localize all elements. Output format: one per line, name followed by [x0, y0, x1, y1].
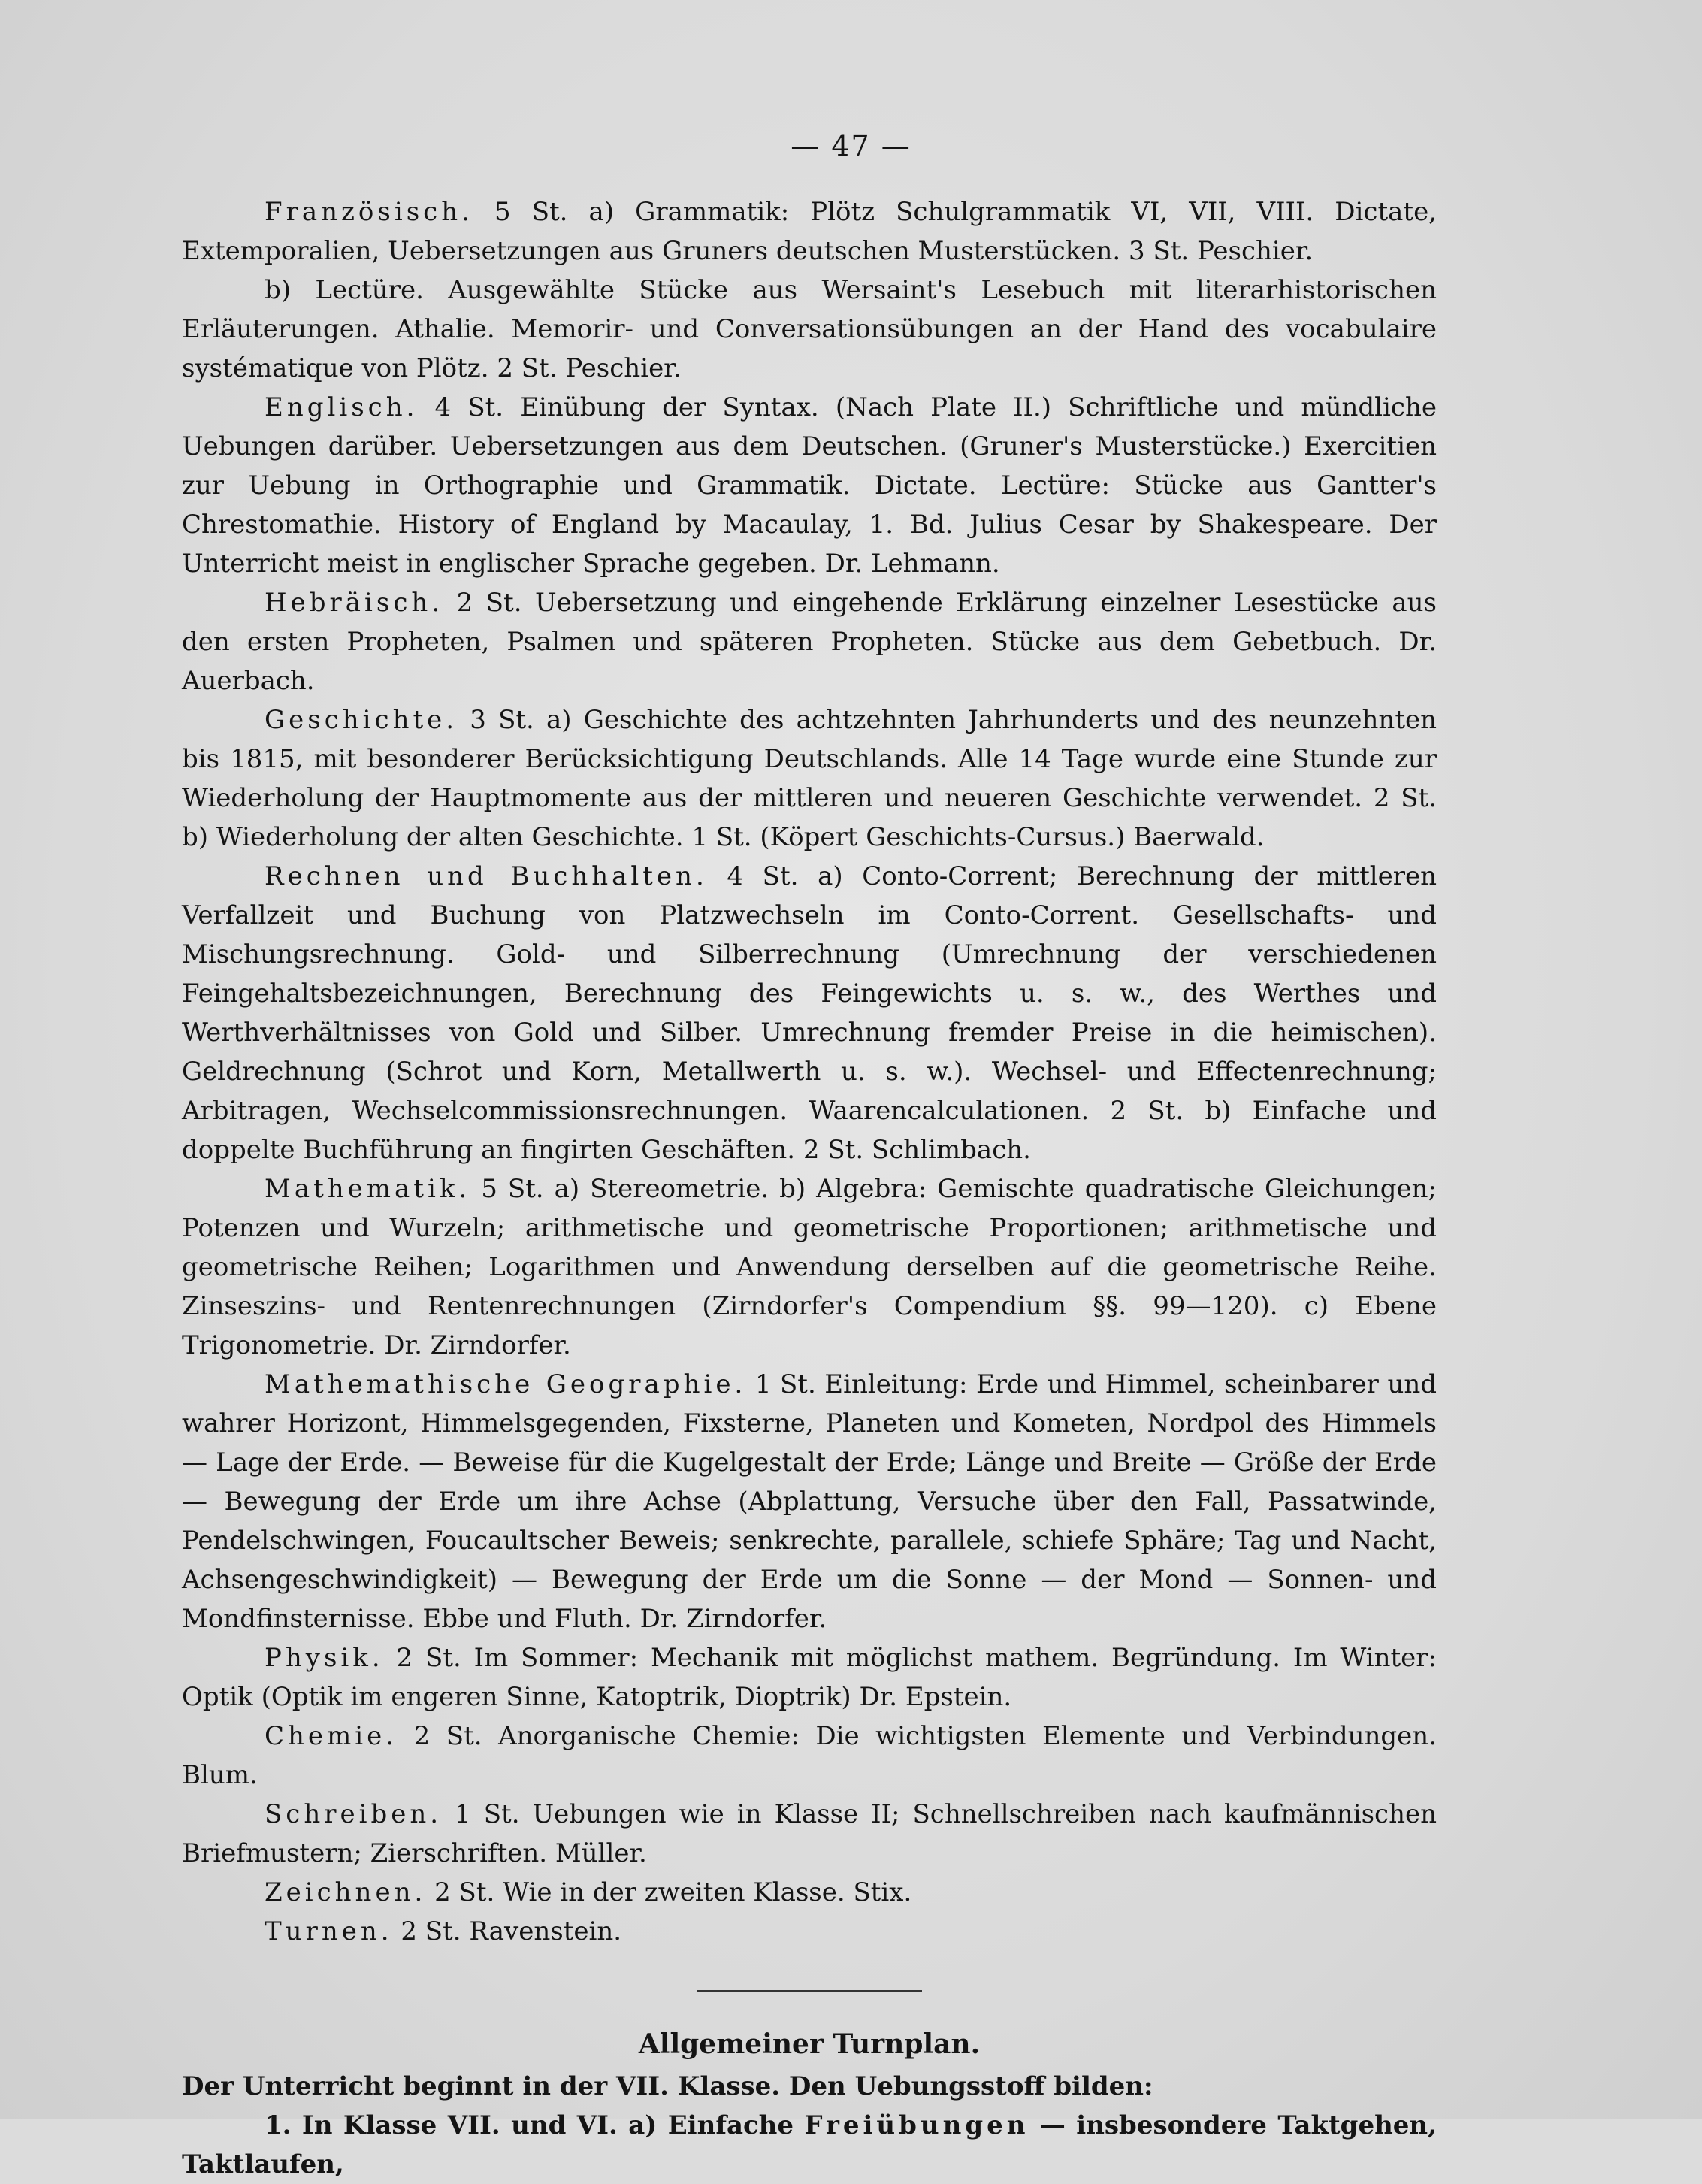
- body-text: [182, 192, 1437, 2184]
- paragraph-text: 1 St. Einleitung: Erde und Himmel, scheinbarer und wahrer Horizont, Himmelsgegenden, Fixsterne, Planeten und Kometen, Nordpol des Himmels — Lage der Erde. — Beweise für die Kugelgestalt der Erde; Länge und Breite — Größe der Erde — Bewegung der Erde um ihre Achse (Abplattung, Versuche über den Fall, Passatwinde, Pendelschwingen, Foucaultscher Beweis; senkrechte, parallele, schiefe Sphäre; Tag und Nacht, Achsengeschwindigkeit) — Bewegung der Erde um die Sonne — der Mond — Sonnen- und Mondfinsternisse. Ebbe und Fluth. Dr. Zirndorfer.: [182, 1369, 1437, 1634]
- subject-label: Zeichnen.: [265, 1877, 427, 1907]
- paragraph-text: 3 St. a) Geschichte des achtzehnten Jahrhunderts und des neunzehnten bis 1815, mit besonderer Berücksichtigung Deutschlands. Alle 14 Tage wurde eine Stunde zur Wiederholung der Hauptmomente aus der mittleren und neueren Geschichte verwendet. 2 St. b) Wiederholung der alten Geschichte. 1 St. (Köpert Geschichts-Cursus.) Baerwald.: [182, 705, 1437, 852]
- paragraph-text: 5 St. a) Grammatik: Plötz Schulgrammatik VI, VII, VIII. Dictate, Extemporalien, Uebersetzungen aus Gruners deutschen Musterstücken. 3 St. Peschier.: [182, 197, 1437, 266]
- subject-label: Hebräisch.: [265, 588, 444, 618]
- paragraph-schreiben: [182, 1795, 1437, 1873]
- paragraph-zeichnen: [182, 1873, 1437, 1912]
- subject-label: Chemie.: [265, 1721, 398, 1751]
- paragraph-text: 4 St. Einübung der Syntax. (Nach Plate II.) Schriftliche und mündliche Uebungen darüber. Uebersetzungen aus dem Deutschen. (Gruner's Musterstücke.) Exercitien zur Uebung in Orthographie und Grammatik. Dictate. Lectüre: Stücke aus Gantter's Chrestomathie. History of England by Macaulay, 1. Bd. Julius Cesar by Shakespeare. Der Unterricht meist in englischer Sprache gegeben. Dr. Lehmann.: [182, 392, 1437, 579]
- paragraph-franzoesisch: [182, 192, 1437, 271]
- subject-label: Rechnen und Buchhalten.: [265, 861, 708, 891]
- paragraph-text: b) Lectüre. Ausgewählte Stücke aus Wersaint's Lesebuch mit literarhistorischen Erläuterungen. Athalie. Memorir- und Conversationsübungen an der Hand des vocabulaire systématique von Plötz. 2 St. Peschier.: [182, 275, 1437, 383]
- paragraph-text: 4 St. a) Conto-Corrent; Berechnung der mittleren Verfallzeit und Buchung von Platzwechseln im Conto-Corrent. Gesellschafts- und Mischungsrechnung. Gold- und Silberrechnung (Umrechnung der verschiedenen Feingehaltsbezeichnungen, Berechnung des Feingewichts u. s. w., des Werthes und Werthverhältnisses von Gold und Silber. Umrechnung fremder Preise in die heimischen). Geldrechnung (Schrot und Korn, Metallwerth u. s. w.). Wechsel- und Effectenrechnung; Arbitragen, Wechselcommissionsrechnungen. Waarencalculationen. 2 St. b) Einfache und doppelte Buchführung an fingirten Geschäften. 2 St. Schlimbach.: [182, 861, 1437, 1165]
- paragraph-geographie: [182, 1365, 1437, 1638]
- subject-label: Turnen.: [265, 1916, 393, 1947]
- subject-label: Englisch.: [265, 392, 419, 422]
- paragraph-text: 2 St. Anorganische Chemie: Die wichtigsten Elemente und Verbindungen. Blum.: [182, 1721, 1437, 1790]
- section-divider: [697, 1990, 922, 1992]
- paragraph-text: 2 St. Wie in der zweiten Klasse. Stix.: [426, 1877, 912, 1907]
- subject-label: Physik.: [265, 1643, 384, 1673]
- paragraph-franzoesisch-lectuere: [182, 271, 1437, 388]
- turnplan-item-tail: — insbesondere Taktgehen, Taktlaufen,: [182, 2110, 1437, 2179]
- turnplan-intro: Der Unterricht beginnt in der VII. Klasse. Den Uebungsstoff bilden:: [182, 2071, 1153, 2101]
- section-heading: Allgemeiner Turnplan.: [638, 2028, 981, 2060]
- paragraph-text: 5 St. a) Stereometrie. b) Algebra: Gemischte quadratische Gleichungen; Potenzen und Wurzeln; arithmetische und geometrische Proportionen; arithmetische und geometrische Reihen; Logarithmen und Anwendung derselben auf die geometrische Reihe. Zinseszins- und Rentenrechnungen (Zirndorfer's Compendium §§. 99—120). c) Ebene Trigonometrie. Dr. Zirndorfer.: [182, 1174, 1437, 1360]
- paragraph-text: 2 St. Ravenstein.: [392, 1916, 622, 1947]
- subject-label: Französisch.: [265, 197, 473, 227]
- paragraph-text: 2 St. Uebersetzung und eingehende Erklärung einzelner Lesestücke aus den ersten Propheten, Psalmen und späteren Propheten. Stücke aus dem Gebetbuch. Dr. Auerbach.: [182, 588, 1437, 696]
- subject-label: Mathemathische Geographie.: [265, 1369, 747, 1399]
- paragraph-mathematik: [182, 1169, 1437, 1365]
- subject-label: Mathematik.: [265, 1174, 471, 1204]
- paragraph-text: 1 St. Uebungen wie in Klasse II; Schnellschreiben nach kaufmännischen Briefmustern; Zierschriften. Müller.: [182, 1799, 1437, 1868]
- subject-label: Schreiben.: [265, 1799, 443, 1829]
- paragraph-rechnen: [182, 857, 1437, 1169]
- subject-label: Geschichte.: [265, 705, 458, 735]
- turnplan-item-term: Freiübungen: [804, 2110, 1029, 2140]
- paragraph-chemie: [182, 1717, 1437, 1795]
- paragraph-hebraeisch: [182, 583, 1437, 700]
- page-number: — 47 —: [791, 129, 911, 162]
- turnplan-item-lead: 1. In Klasse VII. und VI. a) Einfache: [265, 2110, 805, 2140]
- turnplan-item: [182, 2106, 1437, 2184]
- paragraph-englisch: [182, 388, 1437, 583]
- paragraph-turnen: [182, 1912, 1437, 1951]
- paragraph-geschichte: [182, 700, 1437, 857]
- paragraph-text: 2 St. Im Sommer: Mechanik mit möglichst mathem. Begründung. Im Winter: Optik (Optik im engeren Sinne, Katoptrik, Dioptrik) Dr. Epstein.: [182, 1643, 1437, 1712]
- paragraph-physik: [182, 1638, 1437, 1717]
